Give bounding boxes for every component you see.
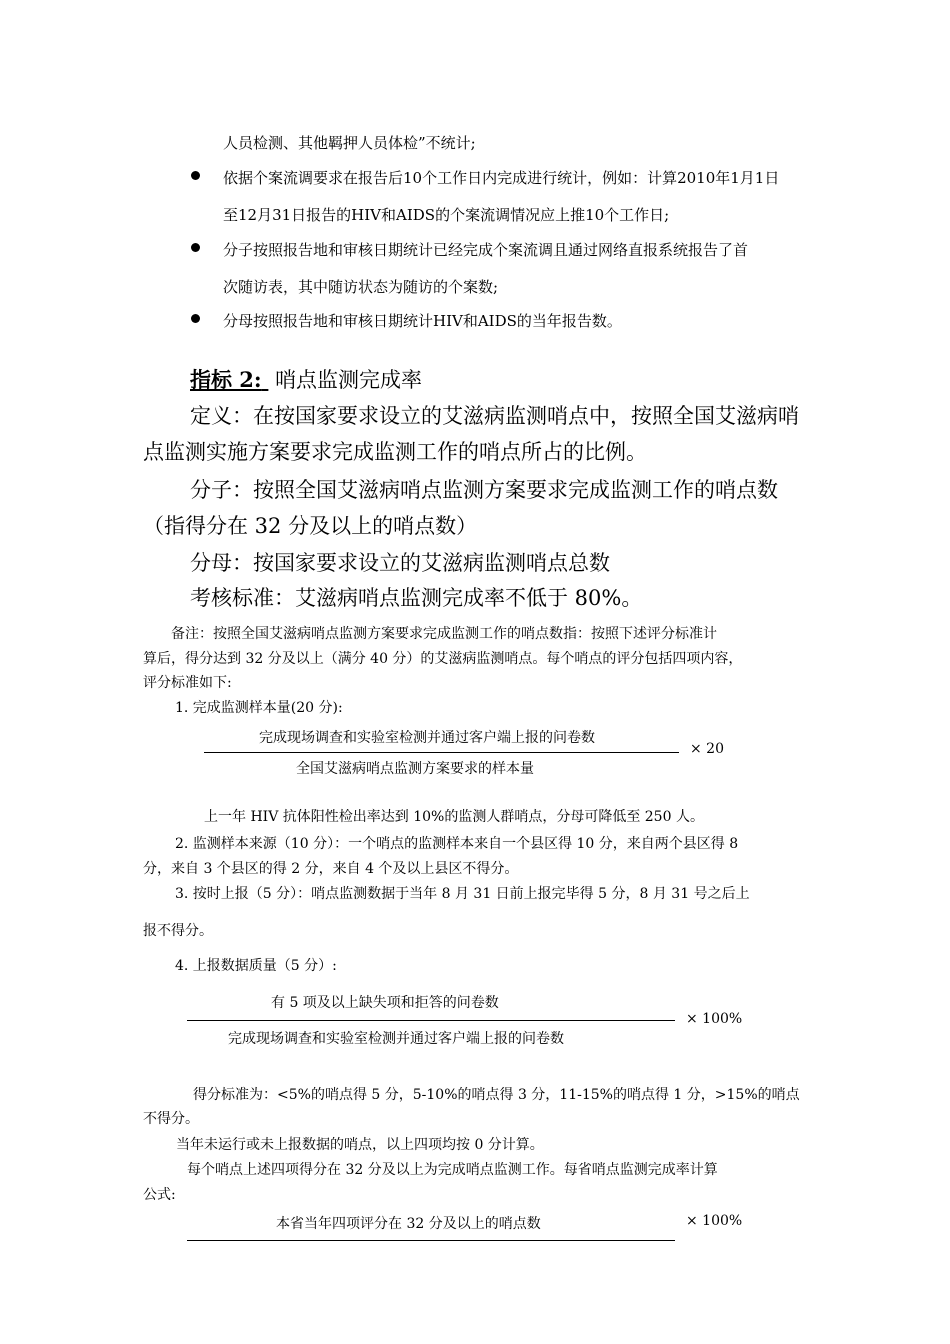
formula-line: 公式: — [143, 1187, 176, 1203]
item-1-title: 1. 完成监测样本量(20 分): — [175, 700, 343, 716]
fraction-3-bar — [187, 1240, 675, 1241]
item-4-title: 4. 上报数据质量（5 分）: — [175, 958, 337, 974]
formula-line: 每个哨点上述四项得分在 32 分及以上为完成哨点监测工作。每省哨点监测完成率计算 — [187, 1162, 718, 1178]
intro-line: 依据个案流调要求在报告后10个工作日内完成进行统计，例如：计算2010年1月1日 — [223, 169, 780, 187]
fraction-3-multiplier: × 100% — [686, 1213, 743, 1229]
item-2-line: 分，来自 3 个县区的得 2 分，来自 4 个及以上县区不得分。 — [143, 861, 519, 877]
item-3-line: 3. 按时上报（5 分）：哨点监测数据于当年 8 月 31 日前上报完毕得 5 分，8 月 31 号之后上 — [175, 886, 750, 902]
numerator-line: （指得分在 32 分及以上的哨点数） — [143, 514, 478, 538]
fraction-1-denominator: 全国艾滋病哨点监测方案要求的样本量 — [296, 761, 534, 777]
numerator-line: 分子：按照全国艾滋病哨点监测方案要求完成监测工作的哨点数 — [190, 478, 778, 502]
score-line: 得分标准为：<5%的哨点得 5 分，5-10%的哨点得 3 分，11-15%的哨点得 1 分，>15%的哨点 — [193, 1087, 800, 1103]
note-line: 评分标准如下: — [143, 675, 232, 691]
bullet-icon — [191, 314, 200, 323]
fraction-2-bar — [187, 1020, 675, 1021]
standard-line: 考核标准：艾滋病哨点监测完成率不低于 80%。 — [190, 586, 643, 610]
intro-line: 分母按照报告地和审核日期统计HIV和AIDS的当年报告数。 — [223, 312, 622, 330]
fraction-1-numerator: 完成现场调查和实验室检测并通过客户端上报的问卷数 — [259, 730, 595, 746]
fraction-3-numerator: 本省当年四项评分在 32 分及以上的哨点数 — [276, 1216, 541, 1232]
note-line: 算后，得分达到 32 分及以上（满分 40 分）的艾滋病监测哨点。每个哨点的评分包括四项内容， — [143, 651, 743, 667]
fraction-1-multiplier: × 20 — [690, 741, 724, 757]
score-line: 不得分。 — [143, 1111, 199, 1127]
fraction-2-denominator: 完成现场调查和实验室检测并通过客户端上报的问卷数 — [228, 1031, 564, 1047]
indicator-title: 哨点监测完成率 — [275, 368, 423, 392]
denominator-line: 分母：按国家要求设立的艾滋病监测哨点总数 — [190, 551, 610, 575]
bullet-icon — [191, 171, 200, 180]
fraction-2-multiplier: × 100% — [686, 1011, 743, 1027]
item-1-note: 上一年 HIV 抗体阳性检出率达到 10%的监测人群哨点，分母可降低至 250 人。 — [204, 809, 704, 825]
fraction-2-numerator: 有 5 项及以上缺失项和拒答的问卷数 — [271, 995, 499, 1011]
item-3-line: 报不得分。 — [143, 923, 213, 939]
intro-line: 次随访表，其中随访状态为随访的个案数; — [223, 278, 499, 296]
intro-line: 至12月31日报告的HIV和AIDS的个案流调情况应上推10个工作日; — [223, 206, 670, 224]
indicator-heading — [190, 364, 422, 394]
note-line: 备注：按照全国艾滋病哨点监测方案要求完成监测工作的哨点数指：按照下述评分标准计 — [171, 626, 717, 642]
indicator-label: 指标 2: — [190, 367, 262, 392]
fraction-1-bar — [204, 752, 679, 753]
intro-line: 分子按照报告地和审核日期统计已经完成个案流调且通过网络直报系统报告了首 — [223, 241, 749, 259]
item-2-line: 2. 监测样本来源（10 分）：一个哨点的监测样本来自一个县区得 10 分，来自两个县区得 8 — [175, 836, 739, 852]
definition-line: 点监测实施方案要求完成监测工作的哨点所占的比例。 — [143, 440, 647, 464]
intro-line: 人员检测、其他羁押人员体检”不统计; — [223, 134, 476, 152]
not-run-line: 当年未运行或未上报数据的哨点，以上四项均按 0 分计算。 — [176, 1137, 544, 1153]
definition-line: 定义：在按国家要求设立的艾滋病监测哨点中，按照全国艾滋病哨 — [190, 404, 799, 428]
bullet-icon — [191, 243, 200, 252]
